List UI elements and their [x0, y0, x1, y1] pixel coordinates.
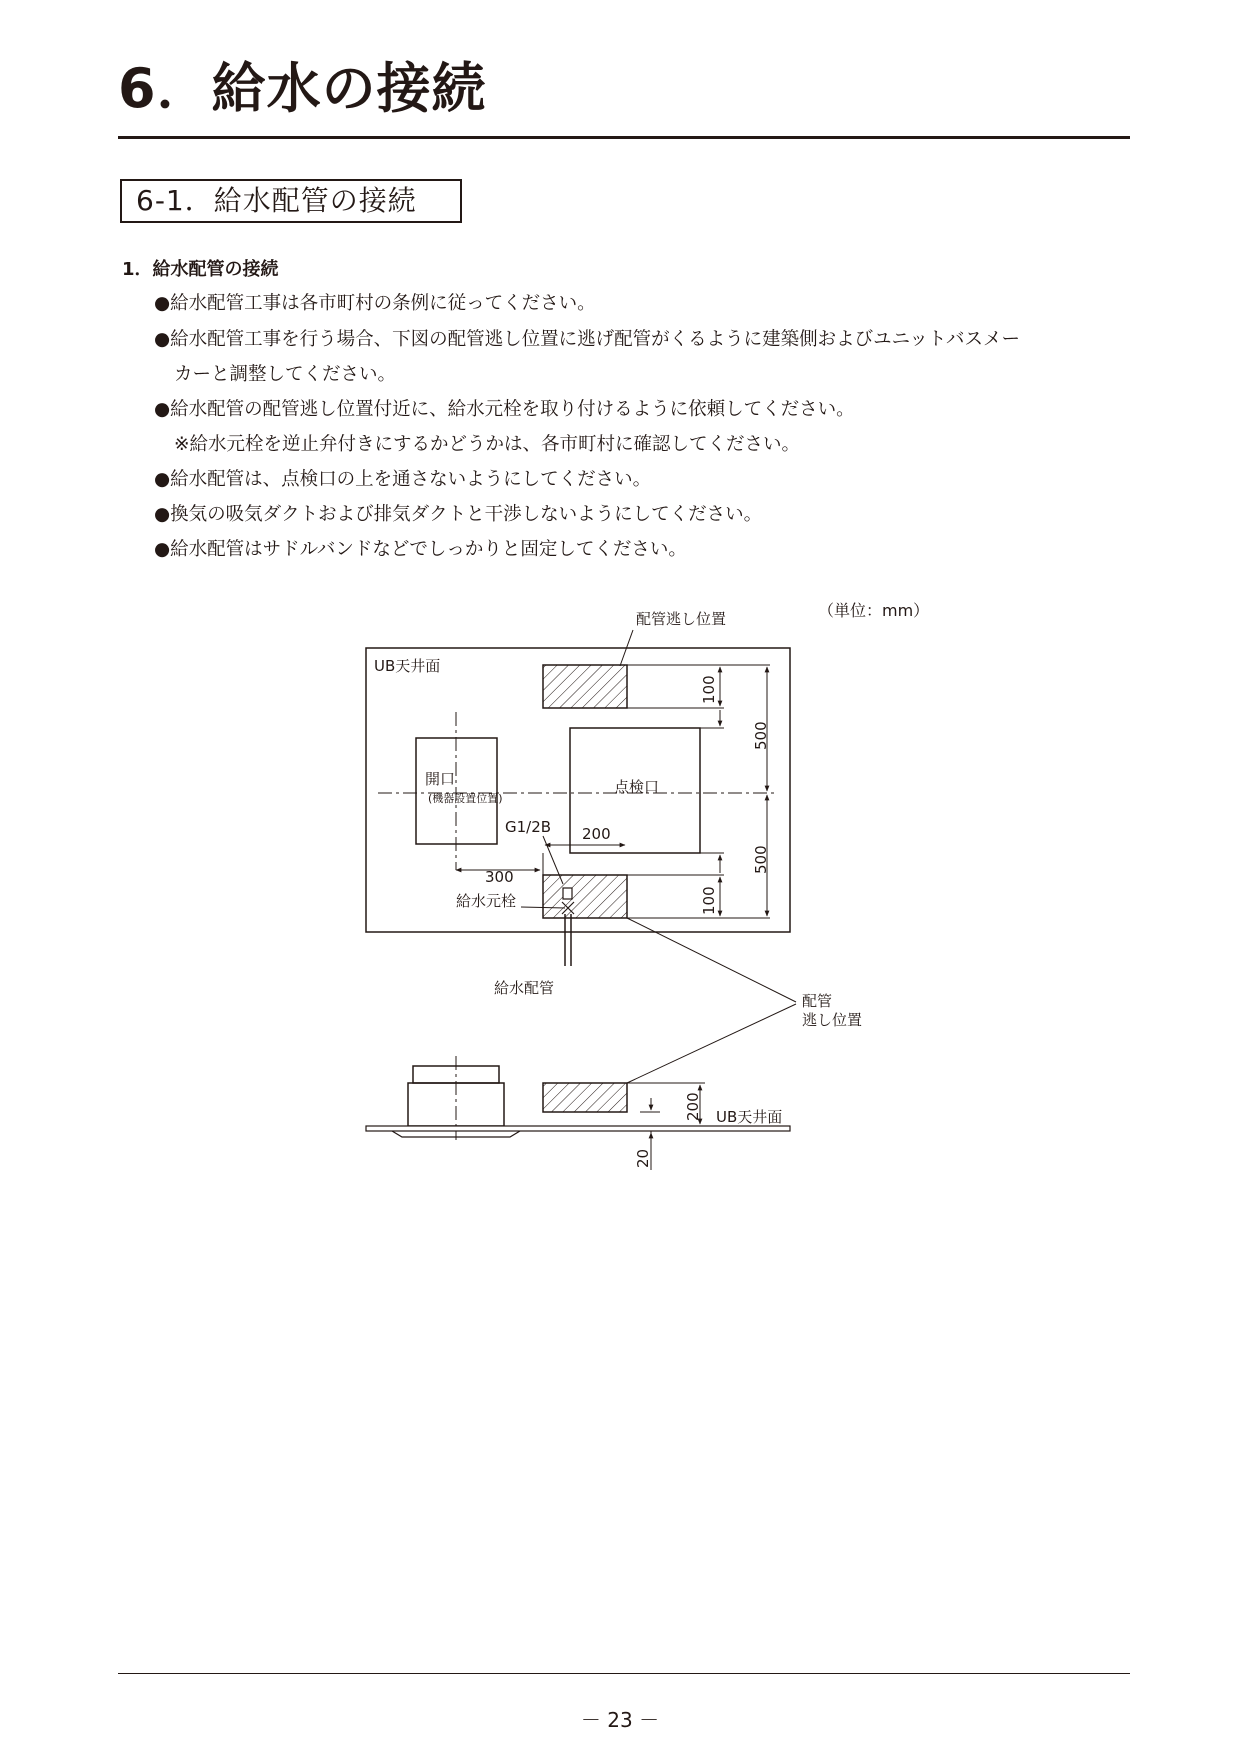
ub-ceiling-side-label: UB天井面: [716, 1108, 783, 1126]
paragraph-2a: ●給水配管工事を行う場合、下図の配管逃し位置に逃げ配管がくるように建築側およびユニットバスメー: [154, 329, 1021, 350]
thread-label: G1/2B: [505, 818, 552, 836]
escape-label-top: 配管逃し位置: [636, 610, 727, 628]
dim-100-top: 100: [700, 675, 718, 704]
dim-200-side: 200: [684, 1092, 702, 1121]
opening-label: 開口: [425, 770, 456, 788]
ub-ceiling-label: UB天井面: [374, 657, 441, 675]
valve-label: 給水元栓: [456, 892, 517, 910]
escape-label-right-1: 配管: [802, 992, 833, 1010]
paragraph-3: ●給水配管の配管逃し位置付近に、給水元栓を取り付けるように依頼してください。: [154, 399, 855, 420]
dim-500-top: 500: [752, 721, 770, 750]
escape-area-top: [543, 665, 627, 708]
page-title: 6．給水の接続: [118, 57, 487, 120]
inspection-label: 点検口: [614, 778, 660, 796]
note: ※給水元栓を逆止弁付きにするかどうかは、各市町村に確認してください。: [174, 434, 801, 455]
dim-300-label: 300: [485, 868, 514, 886]
paragraph-6: ●給水配管はサドルバンドなどでしっかりと固定してください。: [154, 539, 687, 560]
pipe-label: 給水配管: [494, 979, 555, 997]
subsection-title: 1．給水配管の接続: [122, 259, 279, 280]
escape-label-right-2: 逃し位置: [802, 1011, 863, 1029]
paragraph-4: ●給水配管は、点検口の上を通さないようにしてください。: [154, 469, 652, 490]
opening-sublabel: (機器設置位置): [428, 792, 503, 805]
paragraph-2b: カーと調整してください。: [174, 364, 397, 385]
page-number: － 23 －: [580, 1708, 660, 1732]
escape-area-side: [543, 1083, 627, 1112]
footer-rule: [118, 1673, 1130, 1674]
dim-200-label: 200: [582, 825, 611, 843]
unit-label: （単位：mm）: [818, 601, 930, 620]
dim-100-bottom: 100: [700, 886, 718, 915]
ceiling-panel: [366, 1126, 790, 1131]
dim-500-bottom: 500: [752, 845, 770, 874]
dim-20-side: 20: [634, 1148, 652, 1168]
paragraph-1: ●給水配管工事は各市町村の条例に従ってください。: [154, 293, 596, 314]
escape-area-bottom: [543, 875, 627, 918]
section-title: 6-1．給水配管の接続: [136, 184, 417, 217]
valve-icon: [563, 888, 572, 899]
paragraph-5: ●換気の吸気ダクトおよび排気ダクトと干渉しないようにしてください。: [154, 504, 763, 525]
